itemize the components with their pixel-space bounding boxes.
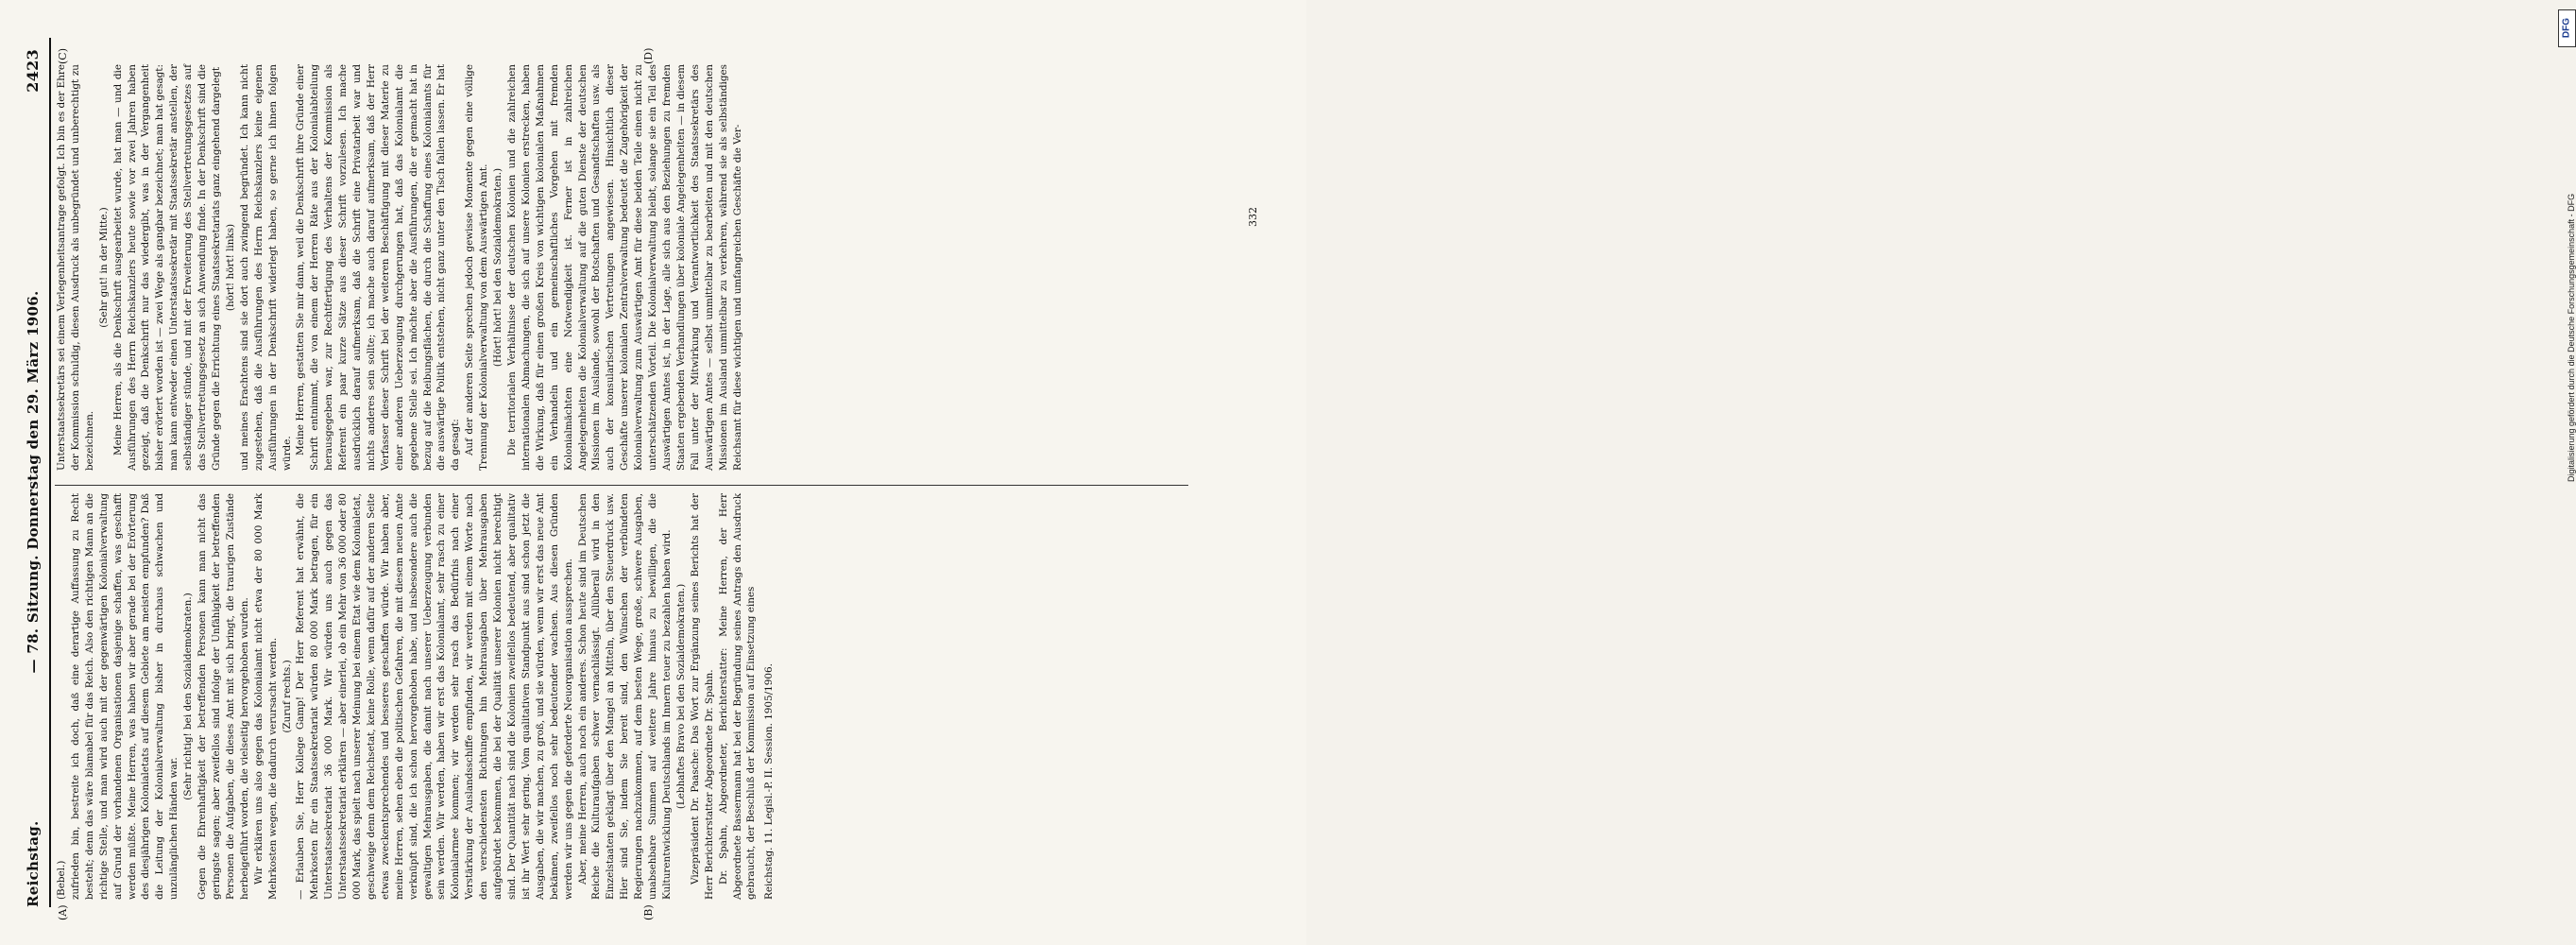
col2-paragraph: und meines Erachtens sind sie dort auch zwingend begründet. Ich kann nicht zugestehen, daß die Ausführungen des Herrn Reichskanzlers keine eigenen Ausführungen in der Denkschrift widerlegt haben, so gerne ich ihnen folgen würde. <box>238 64 293 471</box>
col2-paragraph: (Sehr gut! in der Mitte.) <box>97 207 110 328</box>
col2-paragraph: Die territorialen Verhältnisse der deutschen Kolonien und die zahlreichen internationalen Abmachungen, die sich auf unsere Kolonien erstrecken, haben die Wirkung, daß für einen großen Kreis von wichtigen kolonialen Maßnahmen ein Verhandeln und ein gemeinschaftliches Vorgehen mit fremden Kolonialmächten eine Notwendigkeit ist. Ferner ist in zahlreichen Angelegenheiten die Kolonialverwaltung auf die guten Dienste der deutschen Missionen im Auslande, sowohl der Botschaften und Gesandtschaften usw. als auch der konsularischen Vertretungen angewiesen. Hinsichtlich dieser Geschäfte unserer kolonialen Zentralverwaltung bedeutet die Zugehörigkeit der Kolonialverwaltung zum Auswärtigen Amt für diese beiden Teile einen nicht zu unterschätzenden Vorteil. Die Kolonialverwaltung bleibt, solange sie ein Teil des Auswärtigen Amtes ist, in der Lage, alle sich aus den Beziehungen zu fremden Staaten ergebenden Verhandlungen über koloniale Angelegenheiten — in diesem Fall unter der Mitwirkung und Verantwortlichkeit des Staatssekretärs des Auswärtigen Amtes — selbst unmittelbar zu bearbeiten und mit den deutschen Missionen im Ausland unmittelbar zu verkehren, während sie als selbständiges Reichsamt für diese wichtigen und umfangreichen Geschäfte die Ver- <box>506 64 743 471</box>
col1-paragraph: (Zuruf rechts.) <box>281 660 293 733</box>
col1-paragraph: Aber, meine Herren, auch noch ein anderes. Schon heute sind im Deutschen Reiche die Kulturaufgaben schwer vernachlässigt. Allüberall wird in den Einzelstaaten geklagt über den Mangel an Mitteln, über den Steuerdruck usw. Hier sind Sie, indem Sie bereit sind, den Wünschen der verbündeten Regierungen nachzukommen, auf dem besten Wege, große, schwere Ausgaben, unabsehbare Summen auf weitere Jahre hinaus zu bewilligen, die die Kulturentwicklung Deutschlands im Innern teuer zu bezahlen haben wird. <box>576 493 673 900</box>
col1-paragraph: Dr. Spahn, Abgeordneter, Berichterstatter: Meine Herren, der Herr Abgeordnete Bassermann hat bei der Begründung seines Antrags den Ausdruck gebraucht, der Beschluß der Kommission auf Einsetzung eines <box>717 493 758 900</box>
text-column-right <box>55 64 744 471</box>
col2-paragraph: (hört! hört! links) <box>224 223 236 312</box>
margin-mark-c: (C) <box>57 48 69 64</box>
col2-paragraph: Meine Herren, als die Denkschrift ausgearbeitet wurde, hat man — und die Ausführungen des Herrn Reichskanzlers heute sowie vor zwei Jahren haben gezeigt, daß die Denkschrift nur das wiedergibt, was in der Vergangenheit bisher erörtert worden ist — zwei Wege als gangbar bezeichnet; man hat gesagt: man kann entweder einen Unterstaatssekretär mit Staatssekretär anstellen, der selbständiger stünde, und mit der Erweiterung des Stellvertretungsgesetzes auf das Stellvertretungsgesetz an sich Anwendung finde. In der Denkschrift sind die Gründe gegen die Errichtung eines Staatssekretariats ganz eingehend dargelegt <box>111 64 222 471</box>
footer-session-line: Reichstag. 11. Legisl.-P. II. Session. 1905/1906. <box>763 663 776 900</box>
header-page-number: 2423 <box>24 49 42 93</box>
col1-paragraph: (Bebel.) <box>56 860 67 900</box>
col2-paragraph: Meine Herren, gestatten Sie mir dann, weil die Denkschrift ihre Gründe einer Schrift entnimmt, die von einem der Herren Räte aus der Kolonialabteilung herausgegeben war, zur Rechtfertigung des Verhaltens der Kommission als Referent ein paar kurze Sätze aus dieser Schrift vorzulesen. Ich mache ausdrücklich darauf aufmerksam, daß die Schrift eine Privatarbeit war und nichts anderes sein sollte; ich mache auch darauf aufmerksam, daß der Herr Verfasser dieser Schrift bei der weiteren Beschäftigung mit dieser Materie zu einer anderen Ueberzeugung durchgerungen hat, daß das Kolonialamt die gegebene Stelle sei. Ich möchte aber die Ausführungen, die er gemacht hat in bezug auf die Reibungsflächen, die durch die Schaffung eines Kolonialamts für die auswärtige Politik entstehen, nicht ganz unter den Tisch fallen lassen. Er hat da gesagt: <box>295 64 462 471</box>
text-column-left <box>55 493 776 900</box>
digitization-sidebar <box>1277 0 2576 945</box>
col1-paragraph: Vizepräsident Dr. Paasche: Das Wort zur Ergänzung seines Berichts hat der Herr Berichterstatter Abgeordnete Dr. Spahn. <box>689 493 715 900</box>
col1-paragraph: (Sehr richtig! bei den Sozialdemokraten.) <box>182 593 195 800</box>
digitization-credit: Digitalisierung gefördert durch die Deutsche Forschungsgemeinschaft - DFG <box>2567 193 2576 482</box>
col2-paragraph: Unterstaatssekretärs sei einem Verlegenheitsantrage gefolgt. Ich bin es der Ehre der Kommission schuldig, diesen Ausdruck als unbegründet und unberechtigt zu bezeichnen. <box>56 63 95 471</box>
col2-paragraph: (Hört! hört! bei den Sozialdemokraten.) <box>492 167 504 368</box>
header-rule <box>49 38 51 907</box>
margin-mark-b: (B) <box>642 904 655 920</box>
dfg-logo: DFG <box>2558 9 2576 47</box>
bottom-page-number: 332 <box>1247 207 1259 227</box>
rotated-document-page <box>19 38 1275 926</box>
header-center: — 78. Sitzung. Donnerstag den 29. März 1906. <box>25 290 42 674</box>
col1-paragraph: — Erlauben Sie, Herr Kollege Gamp! Der Herr Referent hat erwähnt, die Mehrkosten für ein Staatssekretariat würden 80 000 Mark betragen, für ein Unterstaatssekretariat 36 000 Mark. Wir würden uns auch gegen das Unterstaatssekretariat erklären — aber einerlei, ob ein Mehr von 36 000 oder 80 000 Mark, das spielt nach unserer Meinung bei einem Etat wie dem Kolonialetat, geschweige denn dem Reichsetat, keine Rolle, wenn dafür auf der anderen Seite etwas zweckentsprechendes und besseres geschaffen würde. Wir haben aber, meine Herren, sehen eben die politischen Gefahren, die mit diesem neuen Amte verknüpft sind, die ich schon hervorgehoben habe, und insbesondere auch die gewaltigen Mehrausgaben, die damit nach unserer Ueberzeugung verbunden sein werden. Wir werden, haben wir erst das Kolonialamt, sehr rasch zu einer Kolonialarmee kommen; wir werden sehr rasch das Bedürfnis nach einer Verstärkung der Auslandsschiffe empfinden, wir werden mit einem Worte nach den verschiedensten Richtungen hin Mehrausgaben über Mehrausgaben aufgebürdet bekommen, die bei der Qualität unserer Kolonien nicht berechtigt sind. Der Quantität nach sind die Kolonien zweifellos bedeutend, aber qualitativ ist ihr Wert sehr gering. Vom qualitativen Standpunkt aus sind schon jetzt die Ausgaben, die wir machen, zu groß, und sie würden, wenn wir erst das neue Amt bekämen, zweifellos noch sehr bedeutender wachsen. Aus diesen Gründen werden wir uns gegen die geforderte Neuorganisation aussprechen. <box>295 493 574 900</box>
col2-paragraph: Auf der anderen Seite sprechen jedoch gewisse Momente gegen eine völlige Trennung der Kolonialverwaltung von dem Auswärtigen Amt. <box>464 64 490 471</box>
page-header <box>26 38 47 926</box>
col1-paragraph: (Lebhaftes Bravo bei den Sozialdemokraten.) <box>674 583 687 810</box>
col1-paragraph: Wir erklären uns also gegen das Kolonialamt nicht etwa der 80 000 Mark Mehrkosten wegen, die dadurch verursacht werden. <box>252 493 279 900</box>
margin-mark-d: (D) <box>642 47 655 64</box>
header-left: Reichstag. <box>25 820 42 907</box>
col1-paragraph: zufrieden bin, bestreite ich doch, daß eine derartige Auffassung zu Recht besteht; denn das wäre blamabel für das Reich. Also den richtigen Mann an die richtige Stelle, und man wird auch mit der gegenwärtigen Kolonialverwaltung auf Grund der vorhandenen Organisationen dasjenige schaffen, was geschafft werden müßte. Meine Herren, was haben wir aber gerade bei der Erörterung des diesjährigen Kolonialetats auf diesem Gebiete am meisten empfunden? Daß die Leitung der Kolonialverwaltung bisher in durchaus schwachen und unzulänglichen Händen war. <box>69 493 180 900</box>
margin-mark-a: (A) <box>57 904 69 920</box>
column-divider <box>55 485 1188 486</box>
col1-paragraph: Gegen die Ehrenhaftigkeit der betreffenden Personen kann man nicht das geringste sagen; aber zweifellos sind infolge der Unfähigkeit der betreffenden Personen die Aufgaben, die dieses Amt mit sich bringt, die traurigen Zustände herbeigeführt worden, die vielseitig hervorgehoben wurden. <box>196 493 250 900</box>
